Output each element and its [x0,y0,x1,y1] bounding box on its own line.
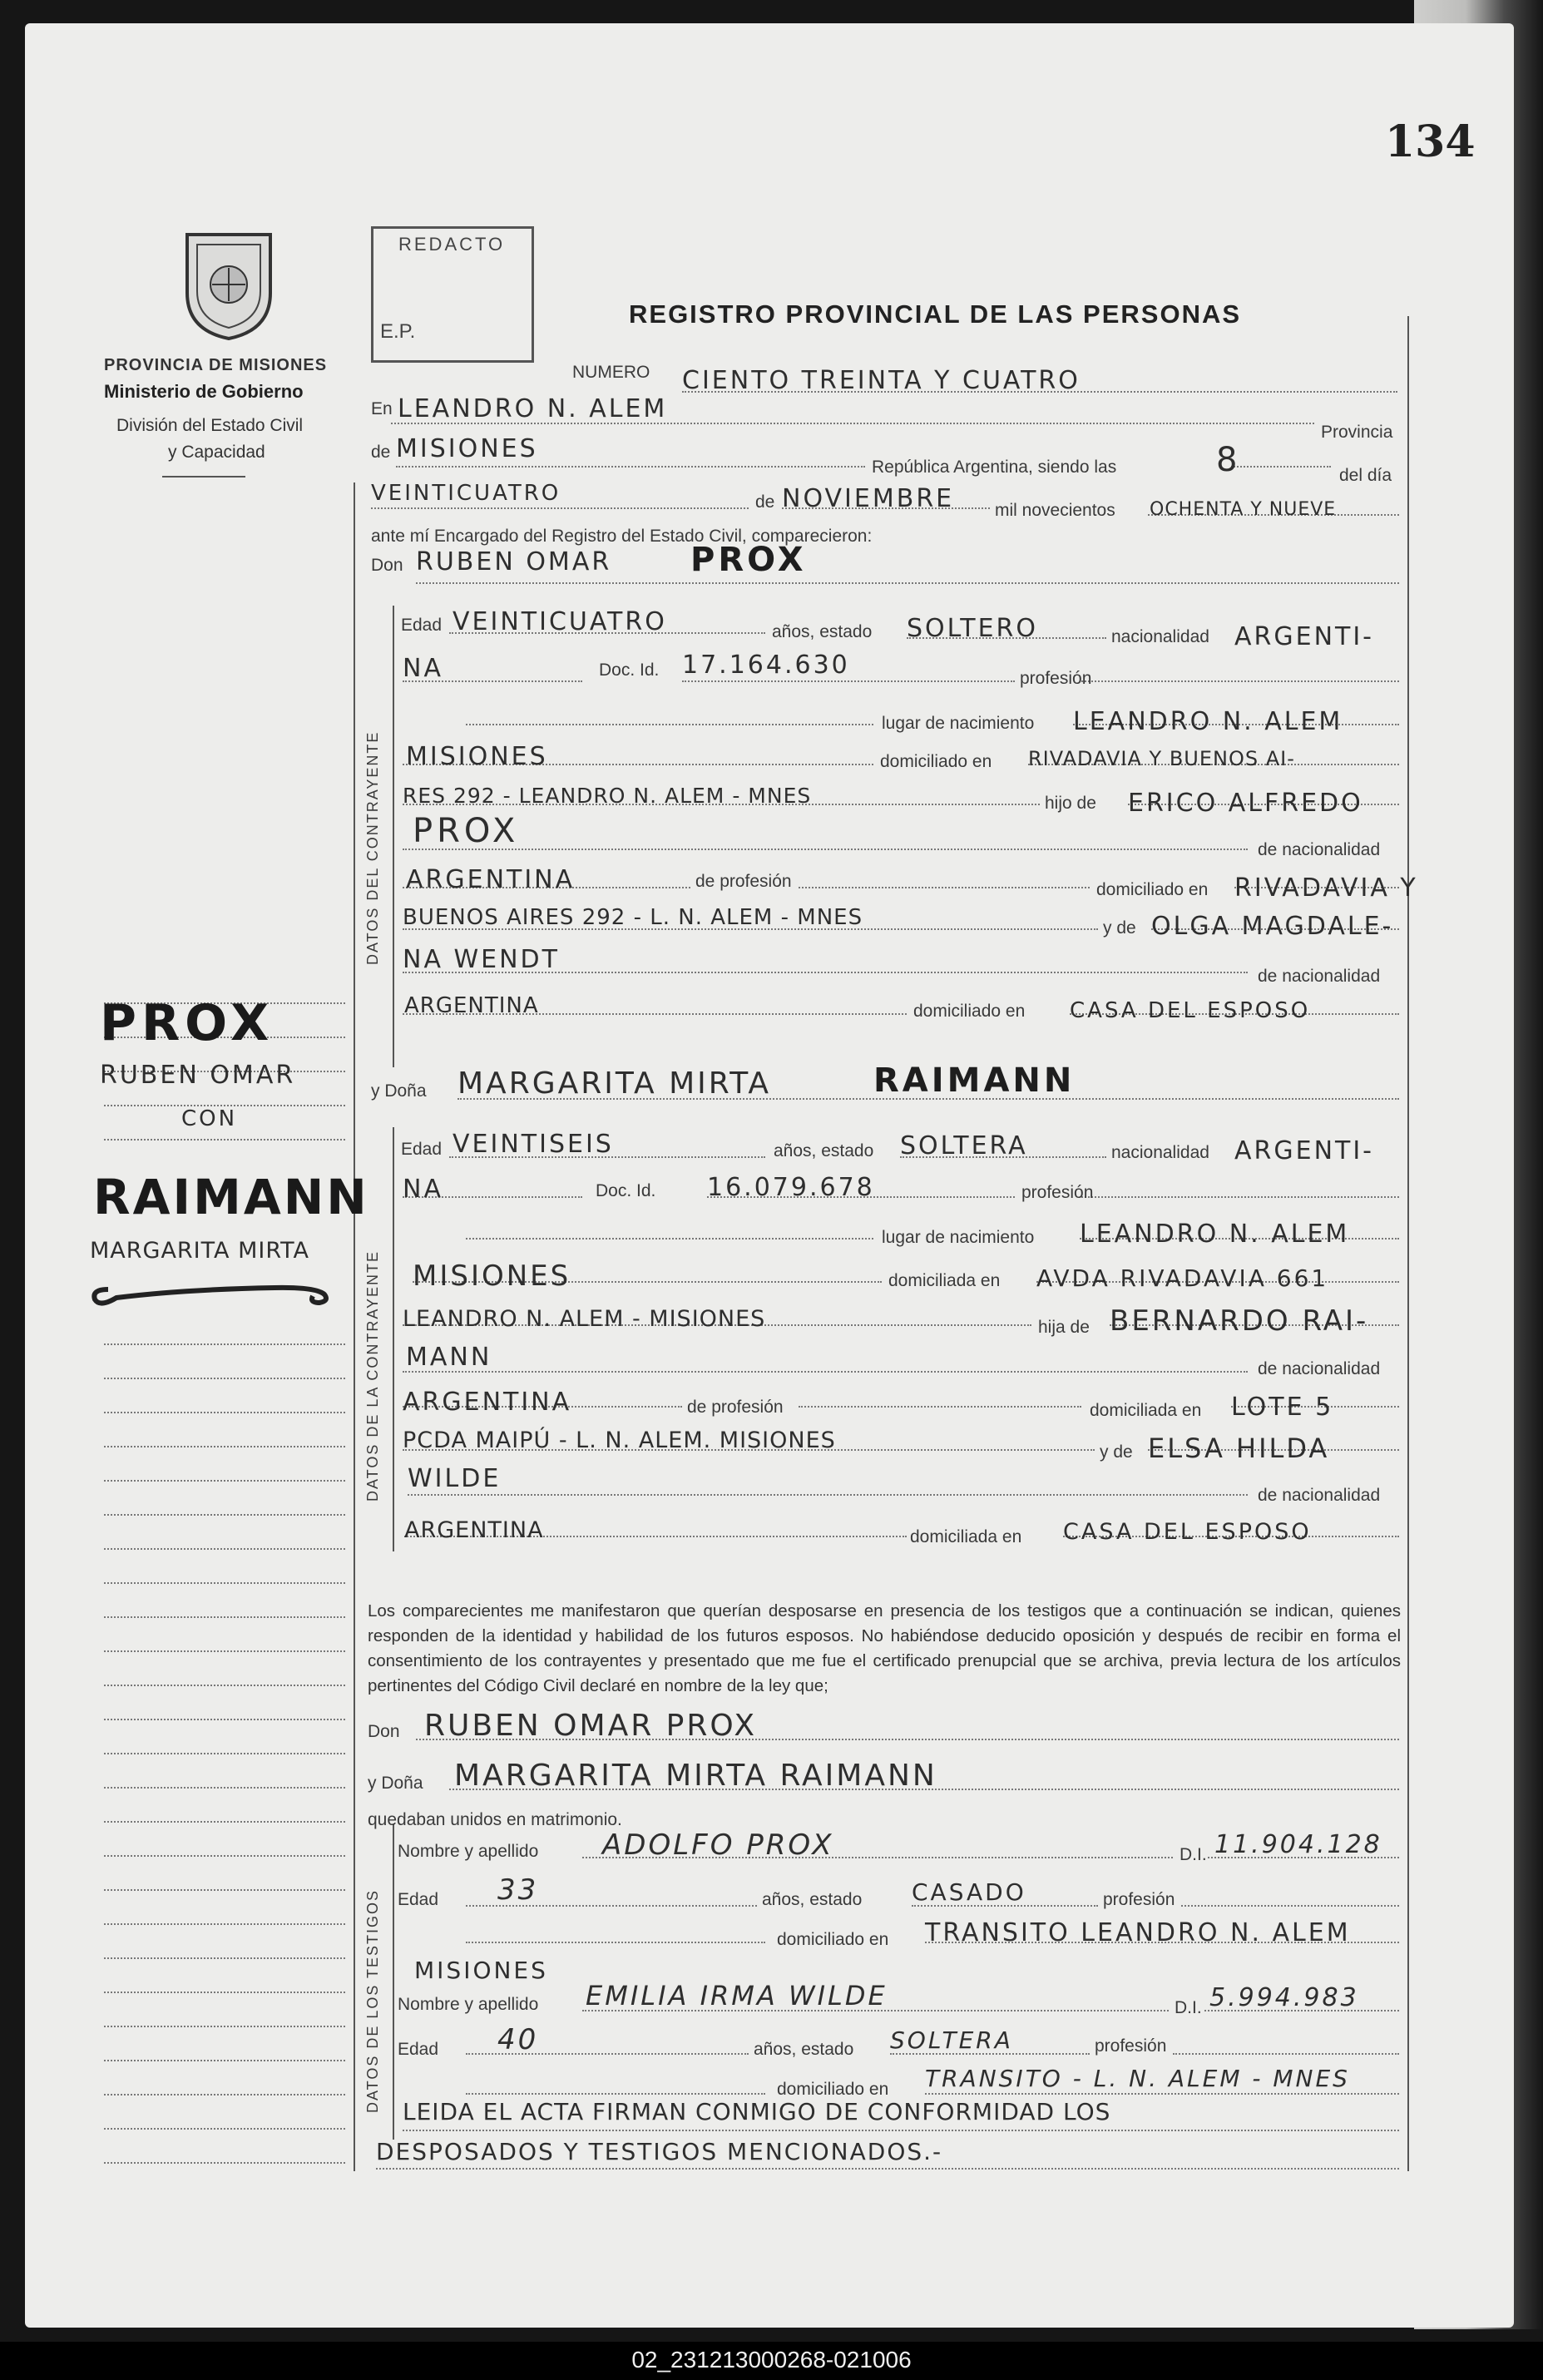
w1-nombre-value: ADOLFO PROX [602,1828,834,1862]
bride-dom-value: AVDA RIVADAVIA 661 [1036,1264,1329,1292]
document-title: REGISTRO PROVINCIAL DE LAS PERSONAS [629,299,1242,329]
bride-y-de-label: y de [1100,1442,1133,1462]
ruled-fill-line [1231,466,1331,468]
groom-lugar-label: lugar de nacimiento [882,714,1035,733]
groom-prof-label: profesión [1020,669,1092,688]
page-number: 134 [1385,116,1476,167]
de-label: de [371,443,391,462]
groom-madre-nac-label: de nacionalidad [1258,967,1381,986]
division-label-2: y Capacidad [168,443,265,462]
ruled-fill-line [466,724,873,725]
groom-padre-nac-label: de nacionalidad [1258,840,1381,859]
w2-di-value: 5.994.983 [1209,1983,1359,2012]
groom-padre-dom-label: domiciliado en [1096,880,1209,899]
groom-doc-label: Doc. Id. [599,661,660,680]
redacto-stamp [371,226,534,363]
bride-padre-nac-value: ARGENTINA [403,1388,572,1417]
w2-nombre-value: EMILIA IRMA WILDE [586,1980,888,2011]
ruled-fill-line [403,1371,1248,1373]
right-rule [1407,316,1409,2171]
ruled-fill-line [396,466,865,468]
margin-ruled-line [104,2128,345,2130]
groom-padre-prof-label: de profesión [695,872,792,891]
margin-vertical-rule [354,482,355,2171]
bride-lugar-value: LEANDRO N. ALEM [1080,1220,1350,1249]
groom-madre-value: OLGA MAGDALE- [1151,912,1394,941]
hora-value: 8 [1216,441,1240,479]
bride-estado-value: SOLTERA [900,1131,1028,1160]
don-surname-value: PROX [690,541,807,579]
groom-madre-value-2: NA WENDT [403,945,560,974]
margin-ruled-line [104,1855,345,1857]
margin-ruled-line [104,2026,345,2027]
groom-hijo-label: hijo de [1045,794,1096,813]
margin-ruled-line [104,1378,345,1379]
margin-ruled-line [104,1685,345,1686]
w1-edad-label: Edad [398,1890,439,1909]
scan-footer-id: 02_231213000268-021006 [631,2347,912,2373]
w1-nombre-label: Nombre y apellido [398,1842,539,1861]
w1-dom-value-2: MISIONES [414,1957,548,1984]
ruled-fill-line [416,582,1399,584]
groom-padre-dom-value: RIVADAVIA Y [1234,873,1418,903]
ruled-fill-line [371,507,749,509]
w2-nombre-label: Nombre y apellido [398,1995,539,2014]
provincial-seal-icon [179,226,279,343]
bride-edad-label: Edad [401,1140,443,1159]
ruled-fill-line [466,1942,765,1943]
margin-ruled-line [104,1412,345,1413]
bride-section-rule [393,1127,394,1551]
closing-line-1: LEIDA EL ACTA FIRMAN CONMIGO DE CONFORMIDAD LOS [403,2098,1111,2125]
bride-dom-label: domiciliada en [888,1271,1001,1290]
margin-ruled-line [104,2094,345,2095]
bride-madre-nac-value: ARGENTINA [404,1517,544,1543]
mil-label: mil novecientos [995,501,1115,520]
margin-ruled-line [104,1923,345,1925]
groom-nac-label: nacionalidad [1111,627,1209,646]
ruled-fill-line [1173,2053,1399,2055]
margin-ruled-line [104,1719,345,1720]
margin-ruled-line [104,1582,345,1584]
bride-edad-value: VEINTISEIS [453,1130,614,1159]
w1-edad-value: 33 [497,1873,539,1907]
margin-bride-names: MARGARITA MIRTA [90,1238,310,1264]
margin-connector: CON [181,1106,238,1131]
bride-padre-value: BERNARDO RAI- [1110,1304,1369,1338]
anio-value: OCHENTA Y NUEVE [1150,499,1337,520]
w2-di-label: D.I. [1175,1998,1202,2017]
margin-groom-surname: PROX [100,994,274,1052]
decl-don-label: Don [368,1722,400,1741]
w2-edad-label: Edad [398,2040,439,2059]
groom-y-de-label: y de [1103,918,1136,938]
province-label: PROVINCIA DE MISIONES [104,356,328,374]
ruled-fill-line [799,887,1090,888]
bride-nac-label: nacionalidad [1111,1143,1209,1162]
ministry-label: Ministerio de Gobierno [104,381,304,402]
ruled-fill-line [799,1406,1081,1408]
groom-dom-label: domiciliado en [880,752,992,771]
groom-estado-value: SOLTERO [907,614,1038,643]
margin-ruled-line [104,1139,345,1141]
bride-doc-value: 16.079.678 [707,1173,875,1202]
groom-section-rule [393,606,394,1067]
bride-padre-dom-value: LOTE 5 [1231,1393,1334,1422]
ruled-fill-line [1081,680,1399,682]
ruled-fill-line [403,2130,1399,2131]
ruled-fill-line [376,2168,1399,2170]
groom-nac-value: ARGENTI- [1234,622,1375,651]
margin-ruled-line [104,1446,345,1447]
mes-value: NOVIEMBRE [782,484,955,513]
closing-line-2: DESPOSADOS Y TESTIGOS MENCIONADOS.- [376,2138,943,2165]
margin-ruled-line [104,1821,345,1823]
en-value: LEANDRO N. ALEM [398,394,668,423]
bride-estado-label: años, estado [774,1141,874,1160]
groom-madre-dom-label: domiciliado en [913,1002,1026,1021]
republica-label: República Argentina, siendo las [872,458,1117,477]
numero-label: NUMERO [572,363,650,382]
groom-edad-label: Edad [401,616,443,635]
don-name-value: RUBEN OMAR [416,547,612,576]
don-label: Don [371,556,403,575]
dona-name-value: MARGARITA MIRTA [457,1066,772,1101]
ruled-fill-line [466,1238,873,1239]
w1-di-value: 11.904.128 [1214,1830,1382,1859]
margin-ruled-line [104,1992,345,1993]
bride-padre-dom-value-2: PCDA MAIPÚ - L. N. ALEM. MISIONES [403,1428,836,1453]
ruled-fill-line [1081,1196,1399,1198]
del-dia-label: del día [1339,466,1392,485]
division-label: División del Estado Civil [116,416,304,435]
bride-padre-nac-label: de nacionalidad [1258,1359,1381,1378]
ante-label: ante mí Encargado del Registro del Estado Civil, comparecieron: [371,527,873,546]
margin-ruled-line [104,1514,345,1516]
bride-dom-value-2: LEANDRO N. ALEM - MISIONES [403,1306,766,1332]
margin-ruled-line [104,1480,345,1482]
groom-padre-value: ERICO ALFREDO [1128,789,1363,818]
bride-padre-value-2: MANN [406,1343,492,1372]
bride-madre-nac-label: de nacionalidad [1258,1486,1381,1505]
ruled-fill-line [408,1494,1248,1496]
decl-dona-value: MARGARITA MIRTA RAIMANN [454,1759,937,1793]
ruled-fill-line [403,849,1248,850]
ruled-fill-line [466,2093,765,2095]
margin-ruled-line [104,1616,345,1618]
dona-surname-value: RAIMANN [873,1061,1076,1100]
w2-edad-value: 40 [497,2023,539,2056]
declaration-paragraph: Los comparecientes me manifestaron que querían desposarse en presencia de los testigos que a continuación se indican, quienes responden de la identidad y habilidad de los futuros esposos. No habiéndose deducido oposición y después de recibir en forma el consentimiento de los contrayentes y presentado que me fue el certificado prenupcial que se archiva, previa lectura de los artículos pertinentes del Código Civil declaré en nombre de la ley que; [368,1601,1401,1695]
de2-label: de [755,492,775,512]
w1-prof-label: profesión [1103,1890,1175,1909]
w1-estado-value: CASADO [912,1878,1026,1906]
groom-madre-dom-value: CASA DEL ESPOSO [1070,998,1311,1023]
groom-dom-value: RIVADAVIA Y BUENOS AI- [1028,747,1295,770]
provincia-label: Provincia [1321,423,1393,442]
groom-dom-value-2: RES 292 - LEANDRO N. ALEM - MNES [403,784,812,808]
w1-di-label: D.I. [1180,1845,1207,1864]
margin-ruled-line [104,1753,345,1754]
header-rule [162,476,245,477]
bride-madre-dom-label: domiciliada en [910,1527,1022,1546]
w1-dom-value: TRANSITO LEANDRO N. ALEM [925,1918,1351,1947]
groom-edad-value: VEINTICUATRO [453,607,667,636]
margin-bride-surname: RAIMANN [93,1169,369,1225]
bride-lugar-value-2: MISIONES [413,1259,571,1293]
margin-ruled-line [104,2060,345,2061]
margin-ruled-line [104,1787,345,1789]
groom-lugar-value: LEANDRO N. ALEM [1073,707,1343,736]
w2-dom-value: TRANSITO - L. N. ALEM - MNES [925,2065,1350,2092]
decl-don-value: RUBEN OMAR PROX [424,1709,758,1743]
bride-padre-dom-label: domiciliada en [1090,1401,1202,1420]
quedaban-label: quedaban unidos en matrimonio. [368,1810,622,1829]
margin-ruled-line [104,1548,345,1550]
bride-hija-label: hija de [1038,1318,1090,1337]
stamp-initials: E.P. [380,320,416,343]
groom-doc-value: 17.164.630 [682,651,850,680]
bride-nac-value: ARGENTI- [1234,1136,1375,1165]
w2-estado-value: SOLTERA [890,2026,1013,2054]
margin-ruled-line [104,1889,345,1891]
w2-prof-label: profesión [1095,2036,1167,2056]
ruled-fill-line [925,2093,1399,2095]
bride-lugar-label: lugar de nacimiento [882,1228,1035,1247]
margin-ruled-line [104,1343,345,1345]
groom-padre-value-2: PROX [413,812,520,850]
decl-dona-label: y Doña [368,1774,423,1793]
bride-madre-value-2: WILDE [408,1464,502,1493]
w1-dom-label: domiciliado en [777,1930,889,1949]
de-value: MISIONES [396,434,538,463]
w2-dom-label: domiciliado en [777,2080,889,2099]
w2-estado-label: años, estado [754,2040,854,2059]
bride-nac-value-2: NA [403,1175,443,1204]
margin-ruled-line [104,2162,345,2164]
bride-prof-label: profesión [1021,1183,1094,1202]
margin-ruled-line [104,1957,345,1959]
w1-estado-label: años, estado [762,1890,863,1909]
bride-section-label: DATOS DE LA CONTRAYENTE [364,1249,381,1502]
margin-groom-names: RUBEN OMAR [100,1061,296,1090]
groom-padre-dom-value-2: BUENOS AIRES 292 - L. N. ALEM - MNES [403,905,863,930]
flourish-icon [83,1264,341,1314]
ruled-fill-line [682,680,1015,682]
en-label: En [371,399,393,418]
groom-madre-nac-value: ARGENTINA [404,993,539,1018]
witness-section-rule [393,1823,394,2140]
dona-label: y Doña [371,1081,427,1101]
bride-madre-dom-value: CASA DEL ESPOSO [1063,1519,1312,1545]
groom-nac-value-2: NA [403,654,443,683]
groom-estado-label: años, estado [772,622,873,641]
stamp-label: REDACTO [398,234,506,255]
bride-madre-value: ELSA HILDA [1148,1432,1330,1464]
ruled-fill-line [1181,1905,1399,1907]
numero-value: CIENTO TREINTA Y CUATRO [682,366,1081,395]
groom-section-label: DATOS DEL CONTRAYENTE [364,730,381,965]
groom-lugar-value-2: MISIONES [406,742,548,771]
witness-section-label: DATOS DE LOS TESTIGOS [364,1888,381,2113]
groom-padre-nac-value: ARGENTINA [406,865,576,894]
margin-ruled-line [104,1650,345,1652]
bride-padre-prof-label: de profesión [687,1398,784,1417]
bride-doc-label: Doc. Id. [596,1181,656,1200]
dia-value: VEINTICUATRO [371,481,561,506]
